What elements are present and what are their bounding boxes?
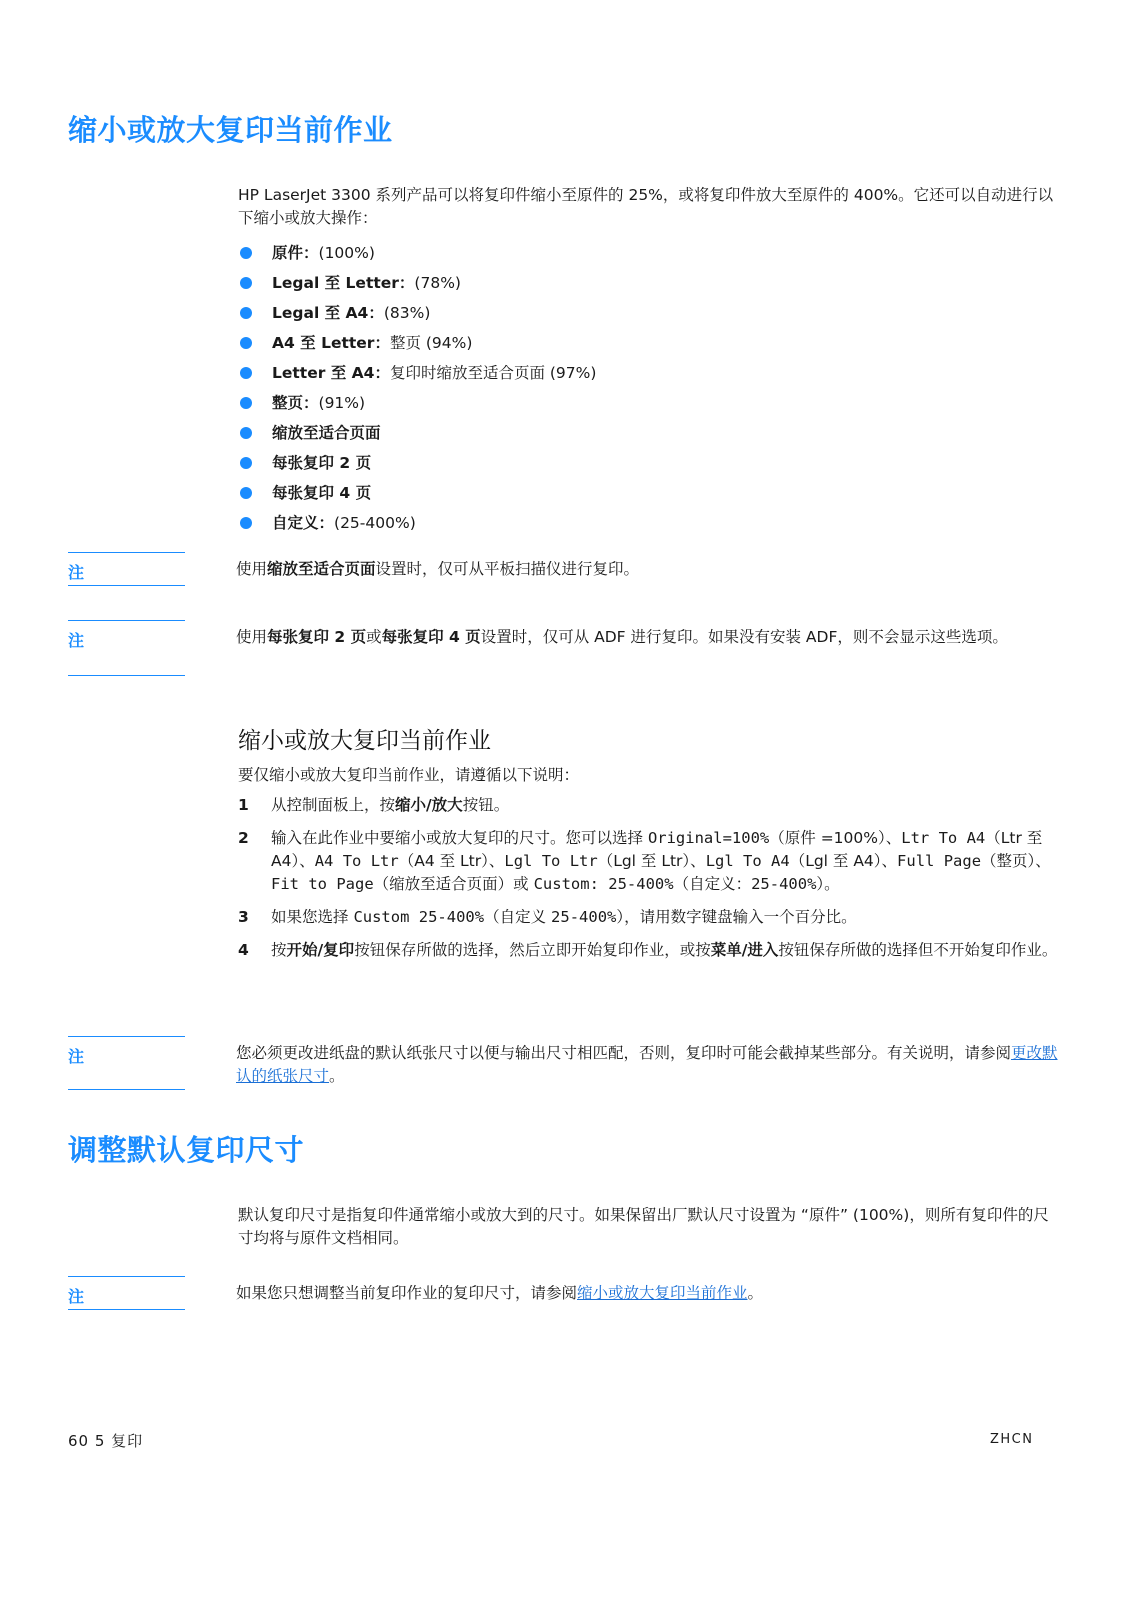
note-text: 使用每张复印 2 页或每张复印 4 页设置时，仅可从 ADF 进行复印。如果没有安装 ADF，则不会显示这些选项。 bbox=[236, 628, 1008, 646]
list-item: 自定义：(25-400%) bbox=[238, 508, 596, 538]
list-item: 原件：(100%) bbox=[238, 238, 596, 268]
note-text: 您必须更改进纸盘的默认纸张尺寸以便与输出尺寸相匹配，否则，复印时可能会截掉某些部分。有关说明，请参阅更改默认的纸张尺寸。 bbox=[236, 1044, 1058, 1085]
list-item: 每张复印 4 页 bbox=[238, 478, 596, 508]
note-text: 如果您只想调整当前复印作业的复印尺寸，请参阅缩小或放大复印当前作业。 bbox=[236, 1284, 764, 1302]
bullet-icon bbox=[240, 307, 252, 319]
step-item: 2 输入在此作业中要缩小或放大复印的尺寸。您可以选择 Original=100%（原件 =100%）、Ltr To A4（Ltr 至 A4）、A4 To Ltr（A4 至 Ltr）、Lgl To Ltr（Lgl 至 Ltr）、Lgl To A4（Lgl 至 A4）、Full Page（整页）、Fit to Page（缩放至适合页面）或 Custom: 25-400%（自定义：25-400%）。 bbox=[238, 829, 1051, 893]
change-default-paper-size-link[interactable]: 更改默认的纸张尺寸 bbox=[236, 1044, 1058, 1085]
section2-body: 默认复印尺寸是指复印件通常缩小或放大到的尺寸。如果保留出厂默认尺寸设置为 “原件” (100%)，则所有复印件的尺寸均将与原件文档相同。 bbox=[238, 1206, 1049, 1247]
list-item: 整页：(91%) bbox=[238, 388, 596, 418]
note-divider bbox=[68, 1089, 185, 1090]
intro-paragraph: HP LaserJet 3300 系列产品可以将复印件缩小至原件的 25%，或将复印件放大至原件的 400%。它还可以自动进行以下缩小或放大操作： bbox=[238, 186, 1054, 227]
step-item: 1 从控制面板上，按缩小/放大按钮。 bbox=[238, 794, 1058, 817]
note-label: 注 bbox=[68, 1047, 85, 1066]
step-number: 3 bbox=[238, 908, 249, 926]
subsection-intro: 要仅缩小或放大复印当前作业，请遵循以下说明： bbox=[238, 766, 580, 784]
scaling-options-list bbox=[238, 238, 596, 538]
note-text: 使用缩放至适合页面设置时，仅可从平板扫描仪进行复印。 bbox=[236, 560, 640, 578]
bullet-icon bbox=[240, 457, 252, 469]
list-item: 每张复印 2 页 bbox=[238, 448, 596, 478]
bullet-icon bbox=[240, 427, 252, 439]
note-label: 注 bbox=[68, 631, 85, 650]
step-number: 4 bbox=[238, 941, 249, 959]
note-label: 注 bbox=[68, 563, 85, 582]
bullet-icon bbox=[240, 247, 252, 259]
subsection-title: 缩小或放大复印当前作业 bbox=[238, 728, 491, 754]
bullet-icon bbox=[240, 367, 252, 379]
step-number: 2 bbox=[238, 829, 249, 847]
bullet-icon bbox=[240, 397, 252, 409]
section-title-default-copy-size: 调整默认复印尺寸 bbox=[68, 1133, 305, 1167]
note-divider bbox=[68, 620, 185, 621]
list-item: Legal 至 Letter：(78%) bbox=[238, 268, 596, 298]
page-footer-right: ZHCN bbox=[990, 1432, 1034, 1447]
note-divider bbox=[68, 585, 185, 586]
note-divider bbox=[68, 552, 185, 553]
bullet-icon bbox=[240, 337, 252, 349]
step-number: 1 bbox=[238, 796, 249, 814]
note-label: 注 bbox=[68, 1287, 85, 1306]
note-divider bbox=[68, 1036, 185, 1037]
list-item: Letter 至 A4：复印时缩放至适合页面 (97%) bbox=[238, 358, 596, 388]
page-footer-left: 60 5 复印 bbox=[68, 1432, 144, 1450]
note-divider bbox=[68, 1276, 185, 1277]
step-item: 3 如果您选择 Custom 25-400%（自定义 25-400%），请用数字键盘输入一个百分比。 bbox=[238, 906, 1058, 929]
bullet-icon bbox=[240, 517, 252, 529]
list-item: 缩放至适合页面 bbox=[238, 418, 596, 448]
note-divider bbox=[68, 1309, 185, 1310]
note-divider bbox=[68, 675, 185, 676]
reduce-enlarge-current-job-link[interactable]: 缩小或放大复印当前作业 bbox=[577, 1284, 748, 1302]
list-item: A4 至 Letter：整页 (94%) bbox=[238, 328, 596, 358]
bullet-icon bbox=[240, 487, 252, 499]
bullet-icon bbox=[240, 277, 252, 289]
list-item: Legal 至 A4：(83%) bbox=[238, 298, 596, 328]
section-title-reduce-enlarge: 缩小或放大复印当前作业 bbox=[68, 113, 393, 147]
step-item: 4 按开始/复印按钮保存所做的选择，然后立即开始复印作业，或按菜单/进入按钮保存所做的选择但不开始复印作业。 bbox=[238, 939, 1058, 962]
steps-list bbox=[238, 794, 1058, 972]
